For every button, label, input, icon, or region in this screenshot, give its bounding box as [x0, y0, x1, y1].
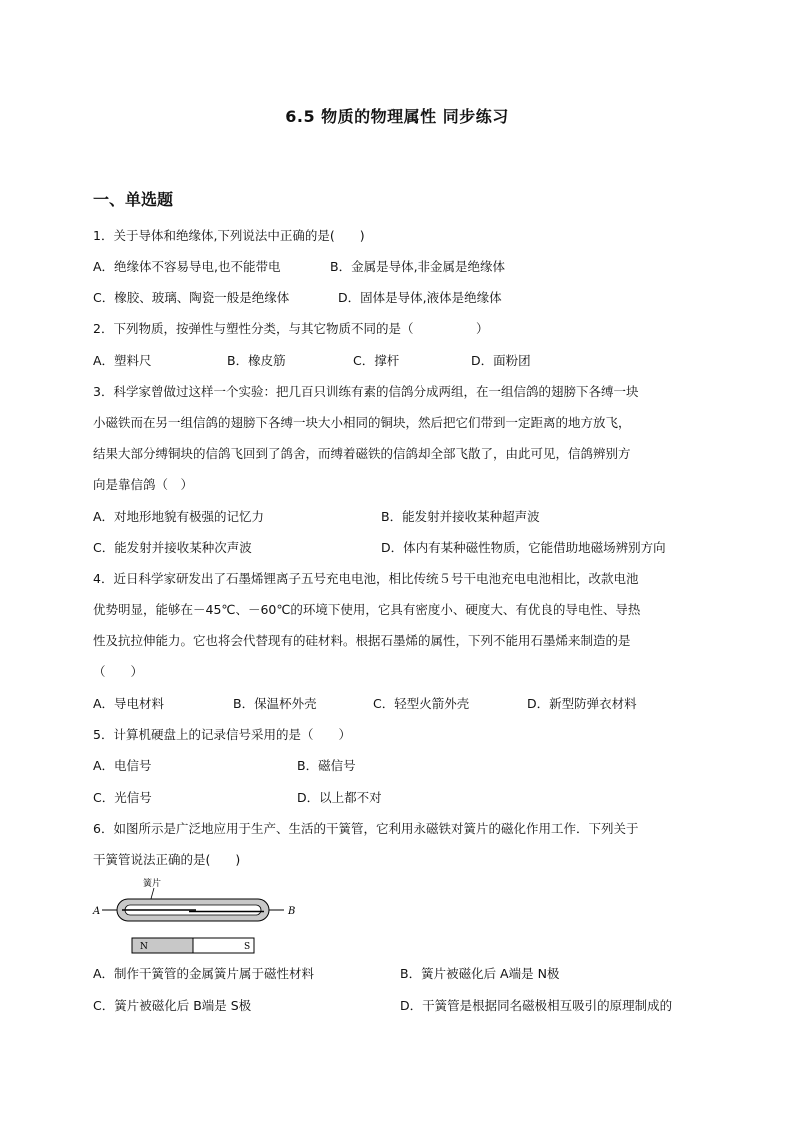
q4-option-b: B．保温杯外壳	[233, 696, 317, 711]
q5-option-d: D．以上都不对	[297, 790, 382, 805]
q1-option-c: C．橡胶、玻璃、陶瓷一般是绝缘体	[93, 290, 290, 305]
q1-option-b: B．金属是导体,非金属是绝缘体	[330, 259, 506, 274]
page-title: 6.5 物质的物理属性 同步练习	[285, 107, 509, 126]
q6-stem-line-2: 干簧管说法正确的是( )	[93, 852, 241, 867]
q6-stem-line-1: 6．如图所示是广泛地应用于生产、生活的干簧管，它利用永磁铁对簧片的磁化作用工作．下列关于	[93, 821, 639, 836]
q2-stem: 2．下列物质，按弹性与塑性分类，与其它物质不同的是（ ）	[93, 321, 489, 336]
q3-option-b: B．能发射并接收某种超声波	[381, 509, 540, 524]
q6-option-b: B．簧片被磁化后 A端是 N极	[400, 966, 560, 981]
q4-stem-line-4: （ ）	[93, 664, 144, 679]
q5-option-b: B．磁信号	[297, 758, 356, 773]
end-b-label: B	[288, 906, 296, 917]
q3-option-d: D．体内有某种磁性物质，它能借助地磁场辨别方向	[381, 540, 666, 555]
q5-option-c: C．光信号	[93, 790, 152, 805]
q2-option-c: C．撑杆	[353, 353, 400, 368]
q4-stem-line-2: 优势明显，能够在－45℃、－60℃的环境下使用，它具有密度小、硬度大、有优良的导电性、导热	[93, 602, 641, 617]
q3-stem-line-2: 小磁铁而在另一组信鸽的翅膀下各缚一块大小相同的铜块，然后把它们带到一定距离的地方放飞，	[93, 415, 631, 430]
reed-switch-diagram	[92, 874, 297, 958]
q2-option-b: B．橡皮筋	[227, 353, 286, 368]
q2-option-a: A．塑料尺	[93, 353, 152, 368]
magnet-n-label: N	[140, 942, 148, 952]
reed-label: 簧片	[143, 879, 162, 889]
q4-option-d: D．新型防弹衣材料	[527, 696, 637, 711]
q5-stem: 5．计算机硬盘上的记录信号采用的是（ ）	[93, 727, 351, 742]
q5-option-a: A．电信号	[93, 758, 152, 773]
q3-stem-line-1: 3．科学家曾做过这样一个实验：把几百只训练有素的信鸽分成两组，在一组信鸽的翅膀下各缚一块	[93, 384, 639, 399]
section-heading: 一、单选题	[93, 190, 174, 209]
q1-stem: 1．关于导体和绝缘体,下列说法中正确的是( )	[93, 228, 365, 243]
q2-option-d: D．面粉团	[471, 353, 531, 368]
magnet-s-label: S	[244, 942, 251, 952]
q6-option-a: A．制作干簧管的金属簧片属于磁性材料	[93, 966, 315, 981]
q3-stem-line-3: 结果大部分缚铜块的信鸽飞回到了鸽舍，而缚着磁铁的信鸽却全部飞散了，由此可见，信鸽辨别方	[93, 446, 631, 461]
q1-option-a: A．绝缘体不容易导电,也不能带电	[93, 259, 281, 274]
q3-stem-line-4: 向是靠信鸽（ ）	[93, 477, 194, 492]
q6-option-d: D．干簧管是根据同名磁极相互吸引的原理制成的	[400, 998, 673, 1013]
q4-option-c: C．轻型火箭外壳	[373, 696, 470, 711]
end-a-label: A	[93, 906, 101, 917]
q3-option-a: A．对地形地貌有极强的记忆力	[93, 509, 265, 524]
q4-option-a: A．导电材料	[93, 696, 165, 711]
q4-stem-line-3: 性及抗拉伸能力。它也将会代替现有的硅材料。根据石墨烯的属性，下列不能用石墨烯来制造的是	[93, 633, 631, 648]
q4-stem-line-1: 4．近日科学家研发出了石墨烯锂离子五号充电电池，相比传统５号干电池充电电池相比，改款电池	[93, 571, 639, 586]
q6-option-c: C．簧片被磁化后 B端是 S极	[93, 998, 252, 1013]
q3-option-c: C．能发射并接收某种次声波	[93, 540, 252, 555]
q1-option-d: D．固体是导体,液体是绝缘体	[338, 290, 502, 305]
